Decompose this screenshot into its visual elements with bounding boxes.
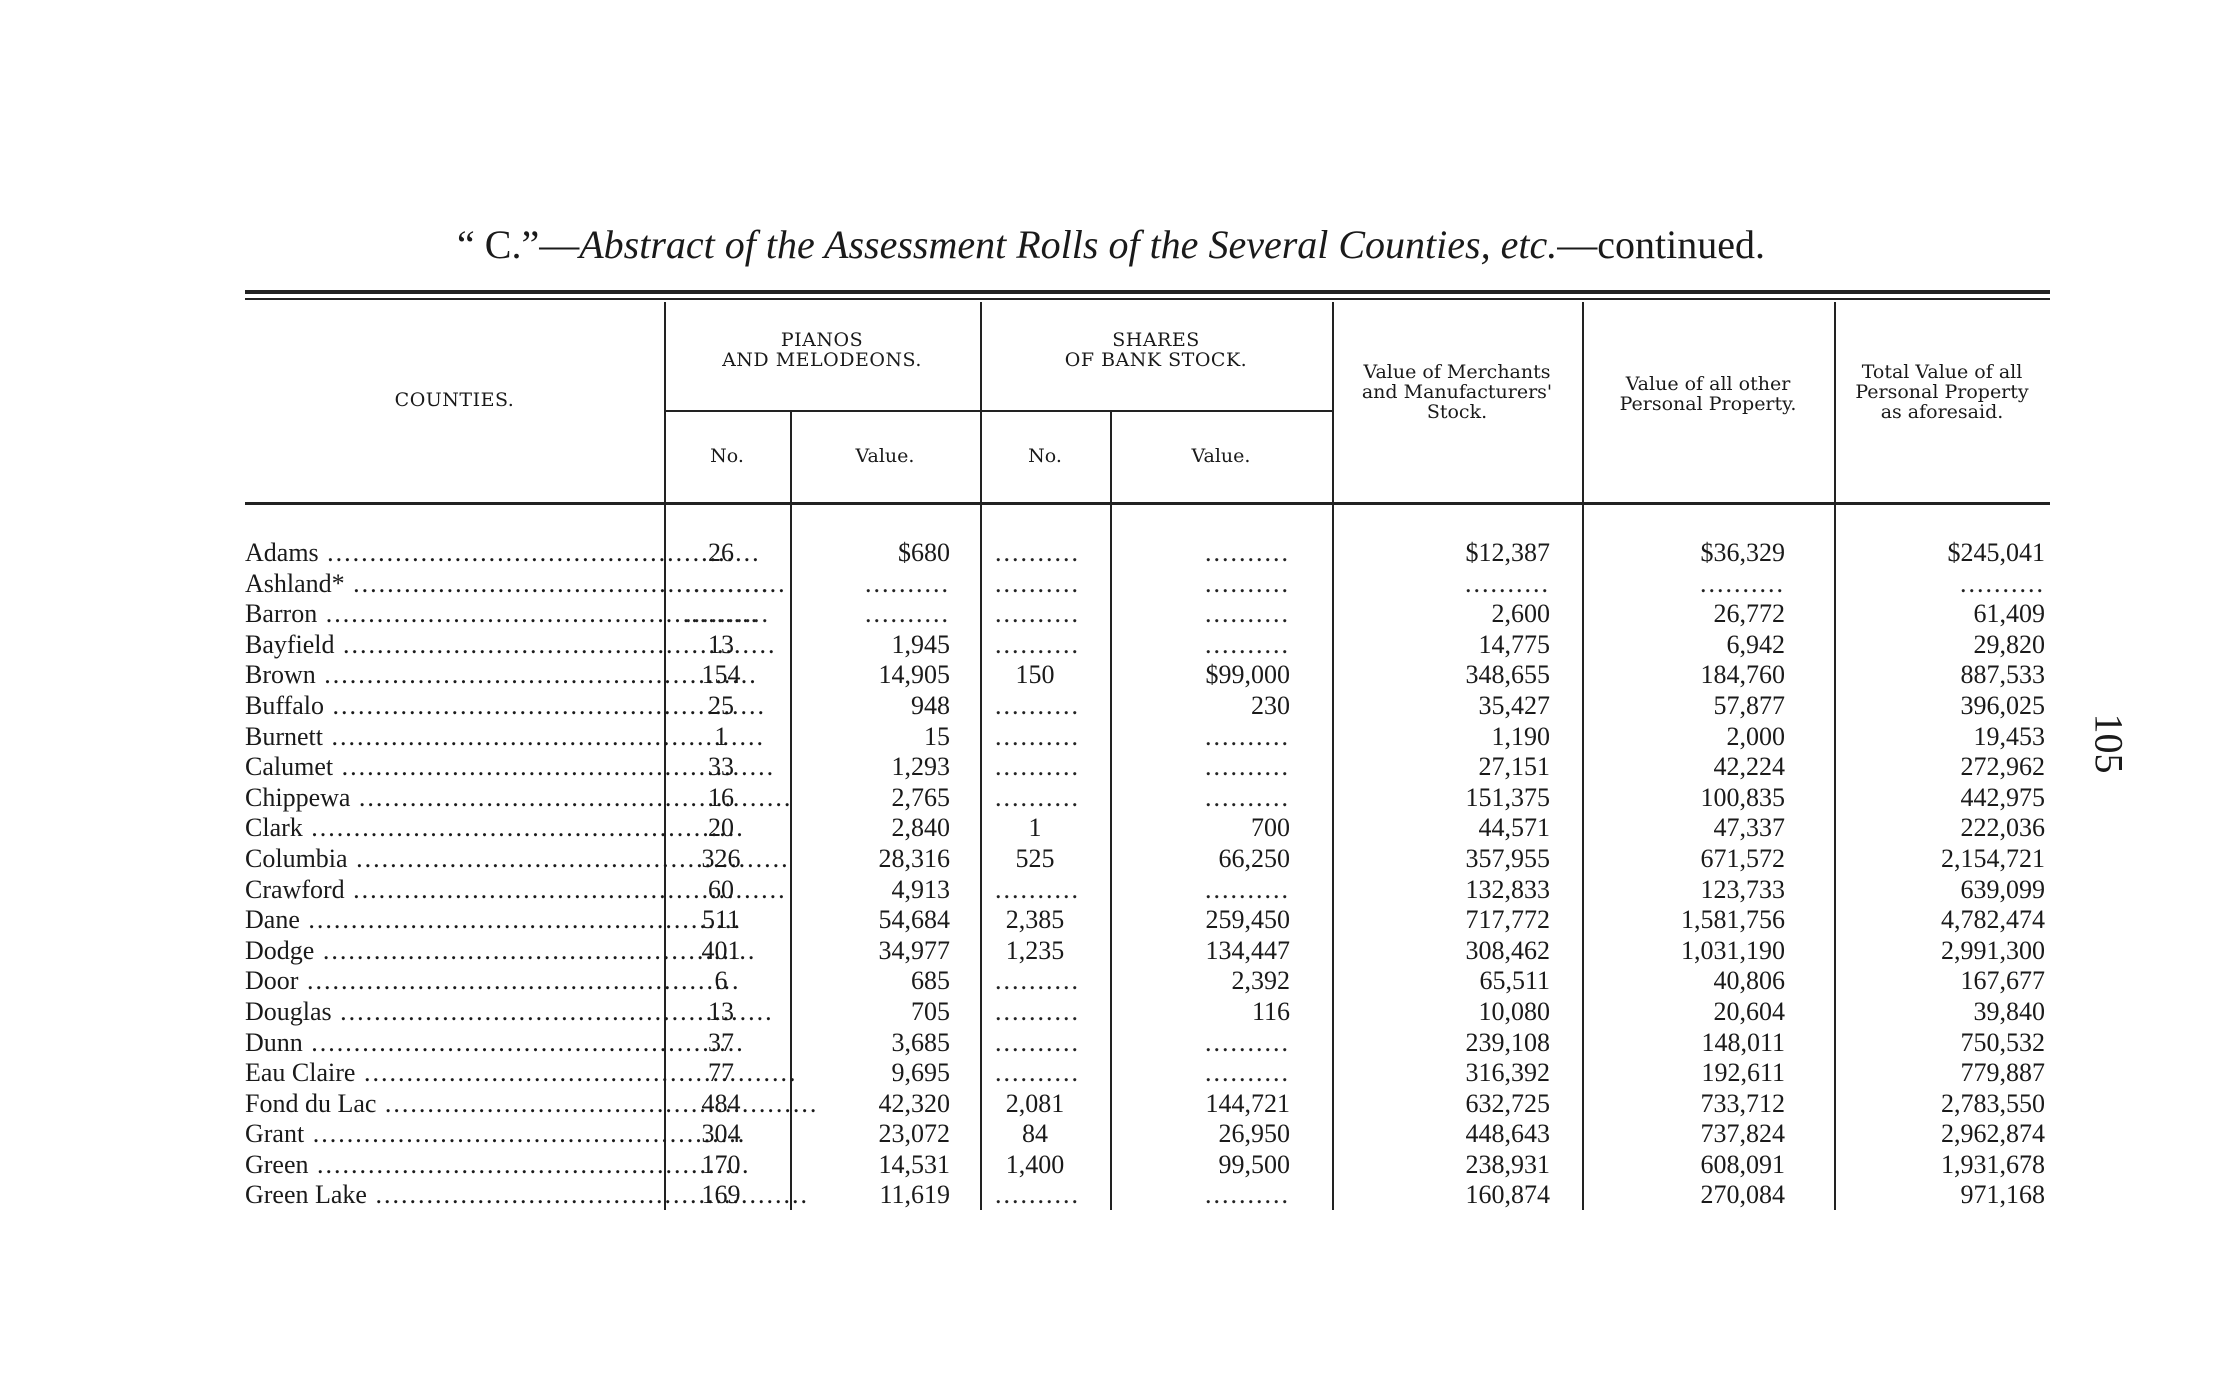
- pianos-no-cell: 169: [701, 1180, 741, 1210]
- shares-value-cell: $99,000: [1205, 660, 1290, 690]
- pianos-no-cell: 20: [708, 813, 734, 843]
- other-cell: 26,772: [1713, 599, 1785, 629]
- title-prefix: “ C.”—: [457, 222, 580, 267]
- shares-no-cell: 1,235: [1005, 935, 1065, 965]
- shares-group-rule: [980, 410, 1332, 412]
- pianos-value-cell: 705: [911, 996, 950, 1026]
- header-other-line2: Personal Property.: [1619, 393, 1797, 415]
- shares-value-cell: 26,950: [1218, 1119, 1290, 1149]
- county-cell: Ashland* .....: [245, 569, 655, 599]
- merchants-cell: $12,387: [1465, 538, 1550, 567]
- title-suffix: —continued.: [1557, 222, 1765, 267]
- pianos-value-cell: 2,765: [891, 782, 950, 812]
- header-pianos-value: Value.: [855, 445, 915, 467]
- total-cell: 4,782,474: [1941, 905, 2045, 935]
- pianos-value-cell: 15: [924, 721, 950, 751]
- pianos-no-cell: 170: [701, 1149, 741, 1179]
- shares-no-cell: ..........: [995, 629, 1080, 659]
- merchants-cell: 717,772: [1465, 905, 1550, 935]
- county-cell: Adams .....: [245, 538, 655, 568]
- county-cell: Grant .....: [245, 1119, 655, 1149]
- header-pianos-line1: PIANOS: [780, 329, 864, 351]
- county-cell: Crawford .....: [245, 875, 655, 905]
- total-cell: 61,409: [1973, 599, 2045, 629]
- county-cell: Clark .....: [245, 813, 655, 843]
- total-cell: 2,962,874: [1941, 1119, 2045, 1149]
- county-cell: Fond du Lac .....: [245, 1089, 655, 1119]
- shares-no-cell: ..........: [995, 1180, 1080, 1210]
- other-cell: 1,031,190: [1681, 935, 1785, 965]
- total-cell: 779,887: [1960, 1058, 2045, 1088]
- total-cell: ..........: [1960, 568, 2045, 598]
- header-bottom-rule: [245, 502, 2050, 505]
- pianos-no-cell: 16: [708, 782, 734, 812]
- pianos-value-cell: ..........: [865, 599, 950, 629]
- merchants-cell: 239,108: [1465, 1027, 1550, 1057]
- merchants-cell: 10,080: [1478, 996, 1550, 1026]
- pianos-no-cell: 26: [708, 538, 734, 567]
- pianos-value-cell: ..........: [865, 568, 950, 598]
- total-cell: $245,041: [1947, 538, 2045, 567]
- other-cell: ..........: [1700, 568, 1785, 598]
- county-cell: Douglas .....: [245, 997, 655, 1027]
- merchants-cell: 27,151: [1478, 752, 1550, 782]
- merchants-cell: 160,874: [1465, 1180, 1550, 1210]
- pianos-no-cell: 1: [714, 721, 728, 751]
- shares-value-cell: 2,392: [1231, 966, 1290, 996]
- pianos-no-cell: 77: [708, 1058, 734, 1088]
- header-shares-line2: OF BANK STOCK.: [1064, 349, 1248, 371]
- total-cell: 971,168: [1960, 1180, 2045, 1210]
- shares-value-cell: ..........: [1205, 1058, 1290, 1088]
- total-cell: 29,820: [1973, 629, 2045, 659]
- other-cell: 270,084: [1700, 1180, 1785, 1210]
- shares-value-cell: 144,721: [1205, 1088, 1290, 1118]
- merchants-cell: 448,643: [1465, 1119, 1550, 1149]
- header-counties: COUNTIES.: [394, 389, 515, 411]
- other-cell: 20,604: [1713, 996, 1785, 1026]
- header-shares-no: No.: [1028, 445, 1062, 467]
- merchants-cell: 357,955: [1465, 843, 1550, 873]
- shares-value-cell: 134,447: [1205, 935, 1290, 965]
- county-cell: Burnett .....: [245, 722, 655, 752]
- shares-no-cell: ..........: [995, 752, 1080, 782]
- total-cell: 396,025: [1960, 690, 2045, 720]
- total-cell: 442,975: [1960, 782, 2045, 812]
- top-rule-thin: [245, 298, 2050, 300]
- header-total-line2: Personal Property: [1855, 381, 2029, 403]
- shares-no-cell: 1: [1028, 813, 1042, 843]
- pianos-value-cell: 3,685: [891, 1027, 950, 1057]
- header-shares-value: Value.: [1191, 445, 1251, 467]
- county-cell: Dane .....: [245, 905, 655, 935]
- pianos-no-cell: 6: [714, 966, 728, 996]
- total-cell: 167,677: [1960, 966, 2045, 996]
- total-cell: 639,099: [1960, 874, 2045, 904]
- pianos-group-rule: [664, 410, 980, 412]
- other-cell: 671,572: [1700, 843, 1785, 873]
- merchants-cell: 151,375: [1465, 782, 1550, 812]
- pianos-no-cell: 484: [701, 1088, 741, 1118]
- total-cell: 2,783,550: [1941, 1088, 2045, 1118]
- shares-no-cell: ..........: [995, 568, 1080, 598]
- page-title: [0, 222, 2222, 268]
- shares-value-cell: 230: [1251, 690, 1290, 720]
- header-other: [1582, 374, 1834, 414]
- pianos-value-cell: 23,072: [878, 1119, 950, 1149]
- shares-value-cell: 66,250: [1218, 843, 1290, 873]
- shares-value-cell: 116: [1251, 996, 1290, 1026]
- pianos-value-cell: 1,293: [891, 752, 950, 782]
- merchants-cell: 308,462: [1465, 935, 1550, 965]
- header-merchants-line2: and Manufacturers': [1361, 381, 1553, 403]
- pianos-no-cell: 37: [708, 1027, 734, 1057]
- total-cell: 2,991,300: [1941, 935, 2045, 965]
- shares-no-cell: 84: [1022, 1119, 1048, 1149]
- shares-value-cell: ..........: [1205, 752, 1290, 782]
- header-total: [1834, 362, 2050, 422]
- pianos-no-cell: ..........: [685, 599, 770, 629]
- pianos-value-cell: 14,531: [878, 1149, 950, 1179]
- shares-no-cell: 2,081: [1005, 1088, 1065, 1118]
- shares-value-cell: ..........: [1205, 874, 1290, 904]
- other-cell: 1,581,756: [1681, 905, 1785, 935]
- total-cell: 1,931,678: [1941, 1149, 2045, 1179]
- header-total-line3: as aforesaid.: [1880, 401, 2004, 423]
- shares-no-cell: ..........: [995, 690, 1080, 720]
- pianos-value-cell: 11,619: [879, 1180, 950, 1210]
- header-pianos-no: No.: [710, 445, 744, 467]
- total-cell: 272,962: [1960, 752, 2045, 782]
- other-cell: 40,806: [1713, 966, 1785, 996]
- divider-other: [1834, 302, 1836, 1210]
- merchants-cell: 44,571: [1478, 813, 1550, 843]
- pianos-no-cell: 304: [701, 1119, 741, 1149]
- total-cell: 19,453: [1973, 721, 2045, 751]
- other-cell: 148,011: [1701, 1027, 1785, 1057]
- shares-value-cell: 700: [1251, 813, 1290, 843]
- other-cell: 608,091: [1700, 1149, 1785, 1179]
- pianos-no-cell: 401: [701, 935, 741, 965]
- pianos-value-cell: 948: [911, 690, 950, 720]
- header-pianos-line2: AND MELODEONS.: [722, 349, 922, 371]
- shares-no-cell: ..........: [995, 1058, 1080, 1088]
- county-cell: Chippewa .....: [245, 783, 655, 813]
- county-cell: Brown .....: [245, 660, 655, 690]
- merchants-cell: 35,427: [1478, 690, 1550, 720]
- header-shares-line1: SHARES: [1112, 329, 1200, 351]
- shares-value-cell: 99,500: [1218, 1149, 1290, 1179]
- shares-value-cell: ..........: [1205, 538, 1290, 567]
- pianos-value-cell: 1,945: [891, 629, 950, 659]
- county-cell: Dunn .....: [245, 1028, 655, 1058]
- pianos-value-cell: 14,905: [878, 660, 950, 690]
- pianos-no-cell: 154: [701, 660, 741, 690]
- other-cell: 184,760: [1700, 660, 1785, 690]
- merchants-cell: 1,190: [1491, 721, 1550, 751]
- county-cell: Green Lake .....: [245, 1180, 655, 1210]
- divider-shares-no: [1110, 412, 1112, 1210]
- merchants-cell: 14,775: [1478, 629, 1550, 659]
- shares-no-cell: 1,400: [1005, 1149, 1065, 1179]
- other-cell: 2,000: [1726, 721, 1785, 751]
- header-total-line1: Total Value of all: [1861, 361, 2023, 383]
- pianos-value-cell: 4,913: [891, 874, 950, 904]
- county-cell: Eau Claire .....: [245, 1058, 655, 1088]
- total-cell: 887,533: [1960, 660, 2045, 690]
- shares-no-cell: ..........: [995, 874, 1080, 904]
- pianos-value-cell: 42,320: [878, 1088, 950, 1118]
- county-cell: Calumet .....: [245, 752, 655, 782]
- shares-no-cell: ..........: [995, 1027, 1080, 1057]
- merchants-cell: 65,511: [1479, 966, 1550, 996]
- shares-no-cell: ..........: [995, 966, 1080, 996]
- other-cell: 6,942: [1726, 629, 1785, 659]
- pianos-no-cell: ..........: [685, 568, 770, 598]
- total-cell: 39,840: [1973, 996, 2045, 1026]
- pianos-no-cell: 326: [701, 843, 741, 873]
- shares-no-cell: ..........: [995, 721, 1080, 751]
- divider-shares: [1332, 302, 1334, 1210]
- pianos-value-cell: 28,316: [878, 843, 950, 873]
- pianos-no-cell: 511: [701, 905, 741, 935]
- shares-value-cell: ..........: [1205, 629, 1290, 659]
- pianos-value-cell: 9,695: [891, 1058, 950, 1088]
- other-cell: 42,224: [1713, 752, 1785, 782]
- shares-no-cell: 525: [1015, 843, 1055, 873]
- shares-no-cell: ..........: [995, 996, 1080, 1026]
- shares-value-cell: ..........: [1205, 782, 1290, 812]
- total-cell: 222,036: [1960, 813, 2045, 843]
- pianos-no-cell: 25: [708, 690, 734, 720]
- pianos-value-cell: 685: [911, 966, 950, 996]
- other-cell: 737,824: [1700, 1119, 1785, 1149]
- merchants-cell: 348,655: [1465, 660, 1550, 690]
- other-cell: 57,877: [1713, 690, 1785, 720]
- total-cell: 2,154,721: [1941, 843, 2045, 873]
- shares-no-cell: 2,385: [1005, 905, 1065, 935]
- shares-no-cell: ..........: [995, 599, 1080, 629]
- pianos-no-cell: 13: [708, 996, 734, 1026]
- divider-pianos: [980, 302, 982, 1210]
- shares-value-cell: ..........: [1205, 599, 1290, 629]
- county-cell: Barron .....: [245, 599, 655, 629]
- total-cell: 750,532: [1960, 1027, 2045, 1057]
- pianos-no-cell: 33: [708, 752, 734, 782]
- other-cell: 123,733: [1700, 874, 1785, 904]
- shares-value-cell: ..........: [1205, 1180, 1290, 1210]
- shares-no-cell: ..........: [995, 782, 1080, 812]
- header-merchants-line3: Stock.: [1426, 401, 1488, 423]
- other-cell: 192,611: [1701, 1058, 1785, 1088]
- other-cell: 100,835: [1700, 782, 1785, 812]
- merchants-cell: 2,600: [1491, 599, 1550, 629]
- pianos-value-cell: 34,977: [878, 935, 950, 965]
- county-cell: Dodge .....: [245, 936, 655, 966]
- shares-no-cell: 150: [1015, 660, 1055, 690]
- header-merchants-line1: Value of Merchants: [1363, 361, 1551, 383]
- county-cell: Columbia .....: [245, 844, 655, 874]
- county-cell: Door .....: [245, 966, 655, 996]
- page-number: 105: [2086, 713, 2132, 774]
- merchants-cell: ..........: [1465, 568, 1550, 598]
- header-pianos: [664, 330, 980, 370]
- pianos-value-cell: 2,840: [891, 813, 950, 843]
- county-cell: Bayfield .....: [245, 630, 655, 660]
- pianos-no-cell: 60: [708, 874, 734, 904]
- shares-value-cell: ..........: [1205, 721, 1290, 751]
- county-cell: Buffalo .....: [245, 691, 655, 721]
- header-merchants: [1332, 362, 1582, 422]
- shares-no-cell: ..........: [995, 538, 1080, 567]
- shares-value-cell: ..........: [1205, 568, 1290, 598]
- pianos-value-cell: 54,684: [878, 905, 950, 935]
- merchants-cell: 316,392: [1465, 1058, 1550, 1088]
- shares-value-cell: 259,450: [1205, 905, 1290, 935]
- other-cell: $36,329: [1700, 538, 1785, 567]
- other-cell: 47,337: [1713, 813, 1785, 843]
- other-cell: 733,712: [1700, 1088, 1785, 1118]
- pianos-no-cell: 13: [708, 629, 734, 659]
- merchants-cell: 632,725: [1465, 1088, 1550, 1118]
- header-other-line1: Value of all other: [1625, 373, 1791, 395]
- pianos-value-cell: $680: [898, 538, 950, 567]
- top-rule-thick: [245, 290, 2050, 294]
- merchants-cell: 132,833: [1465, 874, 1550, 904]
- merchants-cell: 238,931: [1465, 1149, 1550, 1179]
- header-shares: [980, 330, 1332, 370]
- divider-merchants: [1582, 302, 1584, 1210]
- shares-value-cell: ..........: [1205, 1027, 1290, 1057]
- title-italic: Abstract of the Assessment Rolls of the Several Counties, etc.: [579, 222, 1558, 267]
- county-cell: Green .....: [245, 1150, 655, 1180]
